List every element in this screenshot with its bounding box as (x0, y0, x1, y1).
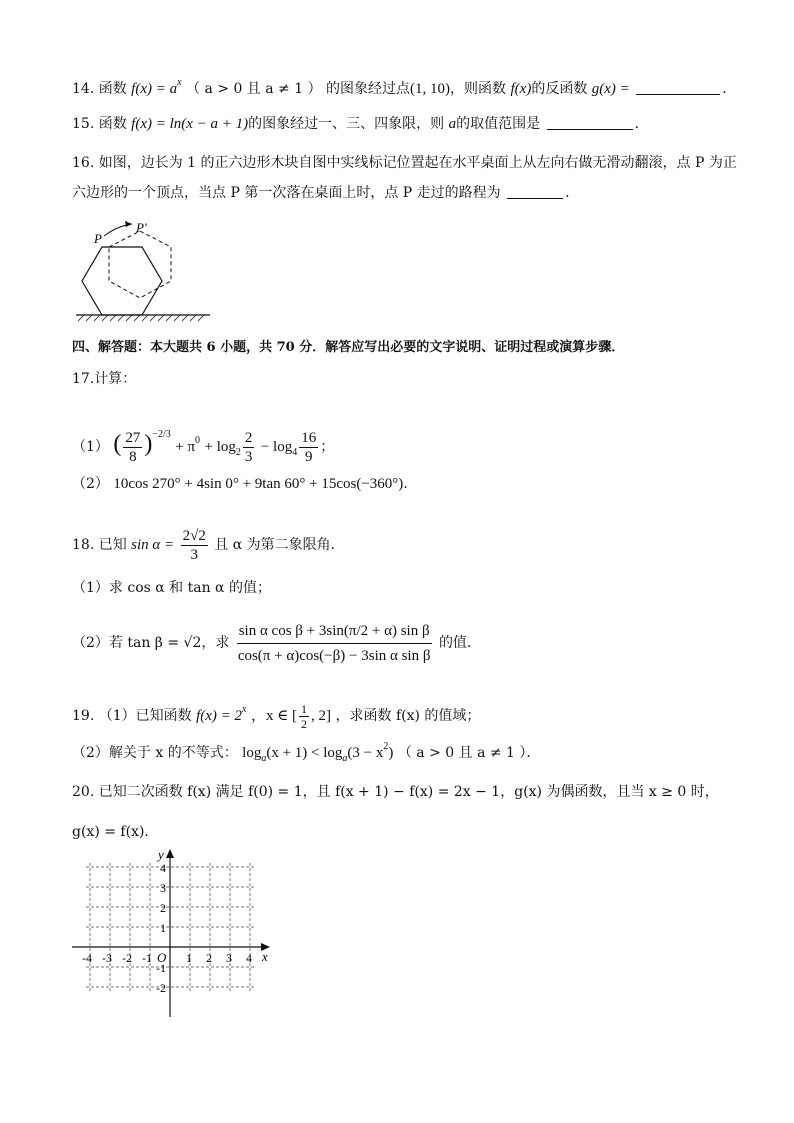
y-tick-label: -1 (156, 961, 166, 975)
log-base: a (261, 753, 267, 764)
fraction: $\frac{27}{8}$ (125, 429, 141, 465)
text: 六边形的一个顶点，当点 P 第一次落在桌面上时，点 P 走过的路程为 (72, 185, 501, 201)
text: . (403, 476, 408, 492)
part-label: （1） (72, 439, 109, 455)
question-17-part-1 (72, 412, 734, 476)
label-p-prime: P' (136, 220, 147, 235)
y-tick-label: 3 (160, 881, 166, 895)
question-17-part-2 (72, 474, 734, 494)
label-p: P (94, 231, 102, 246)
text: . (634, 116, 640, 132)
formula: f(x) (510, 81, 532, 97)
formula: f(x) = a (131, 81, 178, 97)
y-tick-label: 1 (160, 921, 166, 935)
formula: f(x) = ln(x − a + 1) (131, 116, 249, 132)
domain: ，x ∈ [ (250, 708, 298, 724)
text: （2）解关于 x 的不等式： (72, 745, 238, 761)
formula: f(x) = 2 (196, 708, 243, 724)
fraction: $\frac{2√2}{3}$ (182, 527, 206, 563)
x-tick-label: 3 (226, 951, 232, 965)
section-heading: 四、解答题：本大题共 6 小题，共 70 分．解答应写出必要的文字说明、证明过程或演算步骤． (72, 340, 625, 355)
part-label: （2） (72, 476, 109, 492)
formula: g(x) = (591, 81, 630, 97)
question-17-title: 17.计算： (72, 371, 137, 387)
question-19-part-2 (72, 737, 734, 769)
question-number: 19. (72, 708, 95, 724)
text: . (722, 81, 727, 97)
exponent: x (177, 77, 182, 88)
formula: 10cos 270° + 4sin 0° + 9tan 60° + 15cos(−360°) (113, 476, 404, 492)
text: 的图象经过点 (326, 81, 411, 97)
y-axis-arrow (166, 849, 174, 858)
x-axis-label: x (262, 949, 268, 964)
question-18-part-1: （1）求 cos α 和 tan α 的值； (72, 580, 271, 596)
solid-hexagon (82, 247, 162, 315)
term: + log (204, 439, 236, 455)
text: ，则函数 (450, 81, 507, 97)
log-base: 4 (292, 447, 298, 458)
text: . (565, 185, 570, 201)
x-tick-label: -2 (122, 951, 132, 965)
text: 函数 (98, 116, 127, 132)
exponent: 0 (195, 435, 201, 446)
exponent: 2 (383, 741, 389, 752)
x-tick-label: -4 (82, 951, 92, 965)
condition: （ a > 0 且 a ≠ 1 ） (186, 81, 322, 97)
formula: (x + 1) < log (266, 745, 343, 761)
text: 已知 (98, 537, 127, 553)
dashed-hexagon (109, 231, 171, 298)
formula: log (242, 745, 262, 761)
question-14 (72, 73, 734, 99)
question-15 (72, 114, 734, 134)
paren-open: ( (113, 431, 122, 457)
question-number: 18. (72, 537, 95, 553)
x-tick-label: -3 (102, 951, 112, 965)
x-tick-label: 4 (246, 951, 252, 965)
formula: ) (388, 745, 394, 761)
formula: sin α = (131, 537, 175, 553)
arrow-head (125, 221, 132, 227)
y-axis-label: y (158, 847, 164, 862)
log-base: a (342, 753, 348, 764)
text: ，求函数 f(x) 的值域； (335, 708, 481, 724)
question-20-line-1: 20. 已知二次函数 f(x) 满足 f(0) = 1，且 f(x + 1) − f(x) = 2x − 1，g(x) 为偶函数，且当 x ≥ 0 时， (72, 784, 719, 800)
text: ； (320, 439, 335, 455)
answer-blank[interactable] (547, 115, 633, 130)
x-tick-label: 2 (206, 951, 212, 965)
question-number: 14. (72, 81, 95, 97)
variable: a (448, 116, 457, 132)
hexagon-figure (72, 210, 214, 325)
text: 的反函数 (531, 81, 588, 97)
text: 的值． (438, 635, 481, 651)
formula: (3 − x (347, 745, 384, 761)
question-20-line-2: g(x) = f(x)． (72, 824, 159, 840)
y-tick-label: -2 (156, 981, 166, 995)
text: 的图象经过一、三、四象限，则 (248, 116, 445, 132)
x-tick-label: -1 (142, 951, 152, 965)
x-tick-label: 1 (186, 951, 192, 965)
question-18-part-2 (72, 618, 734, 668)
origin-label: O (157, 950, 167, 965)
text: （1）已知函数 (98, 708, 192, 724)
answer-blank[interactable] (636, 80, 720, 95)
text: （2）若 tan β = √2，求 (72, 635, 230, 651)
tick-labels (82, 861, 252, 995)
question-19-part-1 (72, 690, 734, 736)
exponent: −2/3 (152, 429, 171, 440)
term: − log (260, 439, 293, 455)
question-18 (72, 522, 734, 568)
domain: , 2] (311, 708, 332, 724)
point: (1, 10) (410, 81, 451, 97)
y-tick-label: 2 (160, 901, 166, 915)
answer-blank[interactable] (507, 184, 563, 199)
text: 函数 (98, 81, 127, 97)
fraction: $\frac{1}{2}$ (301, 701, 308, 731)
text: 的取值范围是 (456, 116, 541, 132)
coordinate-grid (60, 843, 280, 1023)
question-16-line-2 (72, 183, 734, 203)
table-hatching (78, 315, 204, 321)
paren-close: ) (144, 431, 153, 457)
term: + π (175, 439, 196, 455)
fraction: $\frac{\text{sin α cos β + 3sin(π/2 + α) sin β}}{\text{cos(π + α)cos(−β) − 3sin α sin β}}$ (236, 619, 433, 668)
log-base: 2 (235, 447, 241, 458)
text: 且 α 为第二象限角． (214, 537, 345, 553)
condition: （ a > 0 且 a ≠ 1 ）． (397, 745, 541, 761)
question-number: 15. (72, 116, 95, 132)
question-16-line-1: 16. 如图，边长为 1 的正六边形木块自图中实线标记位置起在水平桌面上从左向右做无滑动翻滚，点 P 为正 (72, 155, 737, 171)
exponent: x (242, 704, 247, 715)
fraction: $\frac{2}{3}$ (244, 429, 253, 465)
fraction: $\frac{16}{9}$ (301, 429, 317, 465)
y-tick-label: 4 (160, 861, 166, 875)
